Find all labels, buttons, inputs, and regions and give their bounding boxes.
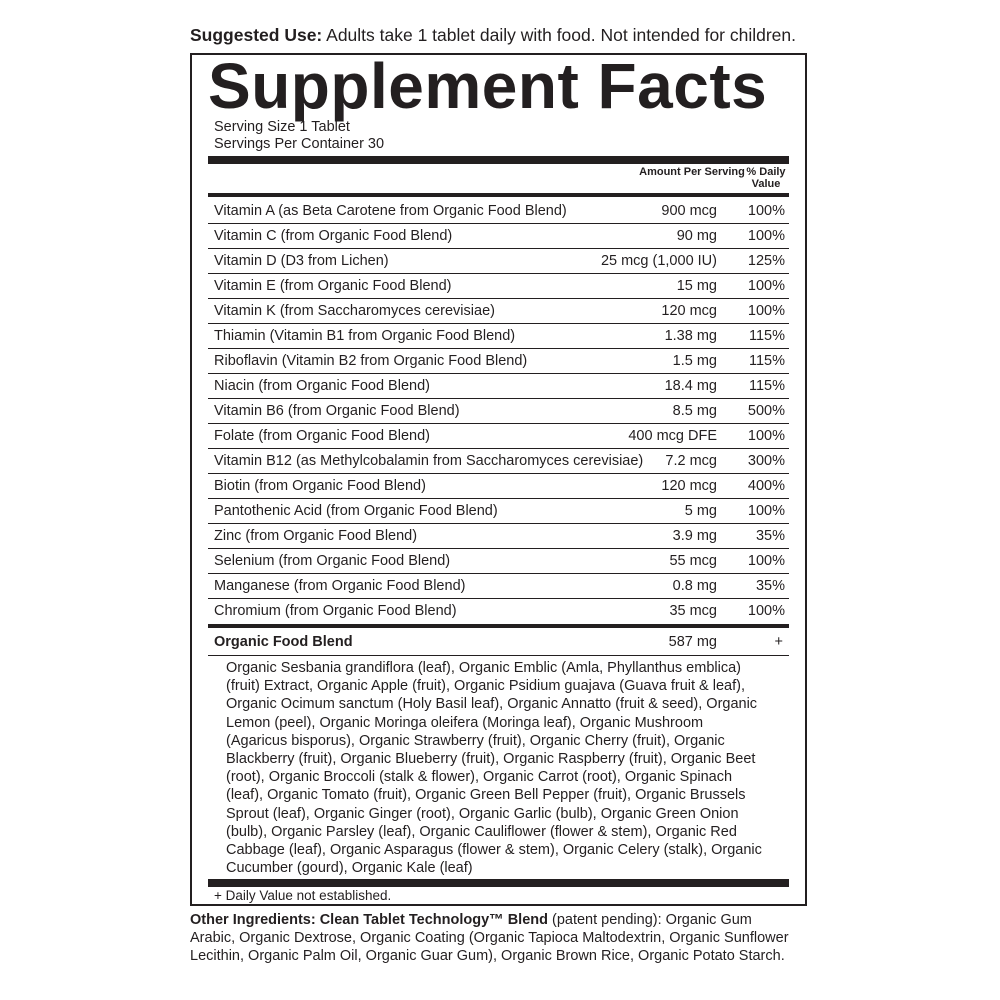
medium-divider: [208, 193, 789, 197]
nutrient-dv: 100%: [747, 203, 785, 219]
nutrient-amount: 90 mg: [676, 228, 717, 244]
nutrient-name: Vitamin D (D3 from Lichen): [214, 253, 389, 269]
nutrient-dv: 100%: [747, 303, 785, 319]
nutrient-amount: 35 mcg: [669, 603, 717, 619]
nutrient-dv: 400%: [747, 478, 785, 494]
nutrient-amount: 7.2 mcg: [665, 453, 717, 469]
suggested-use: [190, 24, 830, 46]
col-header-dv: % Daily Value: [746, 166, 786, 190]
nutrient-amount: 400 mcg DFE: [628, 428, 717, 444]
nutrient-row: [208, 399, 789, 423]
nutrient-row: [208, 499, 789, 523]
nutrient-amount: 15 mg: [676, 278, 717, 294]
nutrient-name: Chromium (from Organic Food Blend): [214, 603, 457, 619]
serving-info: [214, 119, 384, 153]
footnote: + Daily Value not established.: [214, 888, 392, 903]
suggested-use-text: Adults take 1 tablet daily with food. Not intended for children.: [322, 25, 797, 45]
nutrient-name: Vitamin B12 (as Methylcobalamin from Saccharomyces cerevisiae): [214, 453, 644, 469]
nutrient-dv: 100%: [747, 603, 785, 619]
nutrient-dv: 100%: [747, 278, 785, 294]
nutrient-amount: 8.5 mg: [672, 403, 717, 419]
nutrient-dv: 100%: [747, 553, 785, 569]
nutrient-amount: 5 mg: [684, 503, 717, 519]
nutrient-dv: 125%: [747, 253, 785, 269]
other-ingredients-label: Other Ingredients: Clean Tablet Technology™ Blend: [190, 912, 548, 928]
nutrient-row: [208, 424, 789, 448]
nutrient-dv: 500%: [747, 403, 785, 419]
nutrient-amount: 120 mcg: [661, 303, 717, 319]
nutrient-amount: 25 mcg (1,000 IU): [600, 253, 717, 269]
nutrient-dv: 115%: [748, 328, 785, 344]
nutrient-name: Zinc (from Organic Food Blend): [214, 528, 418, 544]
nutrient-row: [208, 199, 789, 223]
thick-divider: [208, 156, 789, 164]
nutrient-name: Vitamin E (from Organic Food Blend): [214, 278, 452, 294]
nutrient-name: Vitamin K (from Saccharomyces cerevisiae): [214, 303, 495, 319]
col-header-amount: Amount Per Serving: [639, 166, 745, 178]
thick-divider-bottom: [208, 879, 789, 887]
nutrient-amount: 55 mcg: [669, 553, 717, 569]
nutrient-name: Thiamin (Vitamin B1 from Organic Food Blend): [214, 328, 516, 344]
nutrient-row: [208, 274, 789, 298]
blend-dv: +: [774, 634, 783, 650]
nutrient-row: [208, 524, 789, 548]
nutrient-row: [208, 324, 789, 348]
nutrient-amount: 18.4 mg: [664, 378, 717, 394]
nutrient-dv: 35%: [755, 578, 785, 594]
nutrient-name: Biotin (from Organic Food Blend): [214, 478, 426, 494]
nutrient-row: [208, 349, 789, 373]
nutrient-row: [208, 599, 789, 623]
nutrient-row: [208, 574, 789, 598]
nutrient-name: Selenium (from Organic Food Blend): [214, 553, 451, 569]
nutrient-name: Niacin (from Organic Food Blend): [214, 378, 430, 394]
nutrient-dv: 100%: [747, 228, 785, 244]
nutrient-row: [208, 224, 789, 248]
supplement-facts-panel: [190, 50, 807, 906]
nutrient-row: [208, 374, 789, 398]
nutrient-amount: 1.38 mg: [664, 328, 717, 344]
servings-per-container: Servings Per Container 30: [214, 136, 385, 152]
nutrient-dv: 100%: [747, 503, 785, 519]
nutrient-amount: 120 mcg: [661, 478, 717, 494]
nutrient-amount: 1.5 mg: [672, 353, 717, 369]
nutrient-dv: 100%: [747, 428, 785, 444]
nutrient-row: [208, 474, 789, 498]
nutrient-name: Pantothenic Acid (from Organic Food Blend): [214, 503, 498, 519]
panel-title: Supplement Facts: [208, 50, 768, 122]
row-divider: [208, 655, 789, 656]
nutrient-amount: 0.8 mg: [672, 578, 717, 594]
nutrient-row: [208, 299, 789, 323]
suggested-use-label: Suggested Use:: [190, 25, 323, 45]
nutrient-name: Vitamin A (as Beta Carotene from Organic Food Blend): [214, 203, 567, 219]
nutrient-name: Riboflavin (Vitamin B2 from Organic Food Blend): [214, 353, 528, 369]
serving-size: Serving Size 1 Tablet: [214, 119, 350, 135]
nutrient-row: [208, 549, 789, 573]
nutrient-row: [208, 249, 789, 273]
nutrient-dv: 35%: [755, 528, 785, 544]
nutrient-name: Manganese (from Organic Food Blend): [214, 578, 466, 594]
nutrient-row: [208, 449, 789, 473]
blend-name: Organic Food Blend: [214, 634, 353, 650]
blend-divider: [208, 624, 789, 628]
nutrient-name: Vitamin B6 (from Organic Food Blend): [214, 403, 460, 419]
blend-row: [208, 630, 789, 654]
nutrient-dv: 115%: [748, 353, 785, 369]
nutrient-dv: 115%: [748, 378, 785, 394]
other-ingredients: [190, 911, 790, 965]
nutrient-name: Vitamin C (from Organic Food Blend): [214, 228, 453, 244]
blend-description: Organic Sesbania grandiflora (leaf), Organic Emblic (Amla, Phyllanthus emblica) (fruit) Extract, Organic Apple (fruit), Organic Psidium guajava (Guava fruit & leaf), Organic Ocimum sanctum (Holy Basil leaf), Organic Annatto (fruit & seed), Organic Lemon (peel), Organic Moringa oleifera (Moringa leaf), Organic Mushroom (Agaricus bisporus), Organic Strawberry (fruit), Organic Cherry (fruit), Organic Blackberry (fruit), Organic Blueberry (fruit), Organic Raspberry (fruit), Organic Beet (root), Organic Broccoli (stalk & flower), Organic Carrot (root), Organic Spinach (leaf), Organic Tomato (fruit), Organic Green Bell Pepper (fruit), Organic Brussels Sprout (leaf), Organic Ginger (root), Organic Garlic (bulb), Organic Green Onion (bulb), Organic Parsley (leaf), Organic Cauliflower (flower & stem), Organic Red Cabbage (leaf), Organic Asparagus (flower & stem), Organic Celery (stalk), Organic Cucumber (gourd), Organic Kale (leaf): [226, 660, 762, 877]
nutrient-amount: 3.9 mg: [672, 528, 717, 544]
nutrient-dv: 300%: [747, 453, 785, 469]
nutrient-name: Folate (from Organic Food Blend): [214, 428, 430, 444]
nutrient-amount: 900 mcg: [661, 203, 717, 219]
blend-amount: 587 mg: [668, 634, 717, 650]
other-ingredients-text: (patent pending): Organic Gum Arabic, Organic Dextrose, Organic Coating (Organic Tapioca Maltodextrin, Organic Sunflower Lecithin, Organic Palm Oil, Organic Guar Gum), Organic Brown Rice, Organic Potato Starch.: [190, 912, 789, 964]
